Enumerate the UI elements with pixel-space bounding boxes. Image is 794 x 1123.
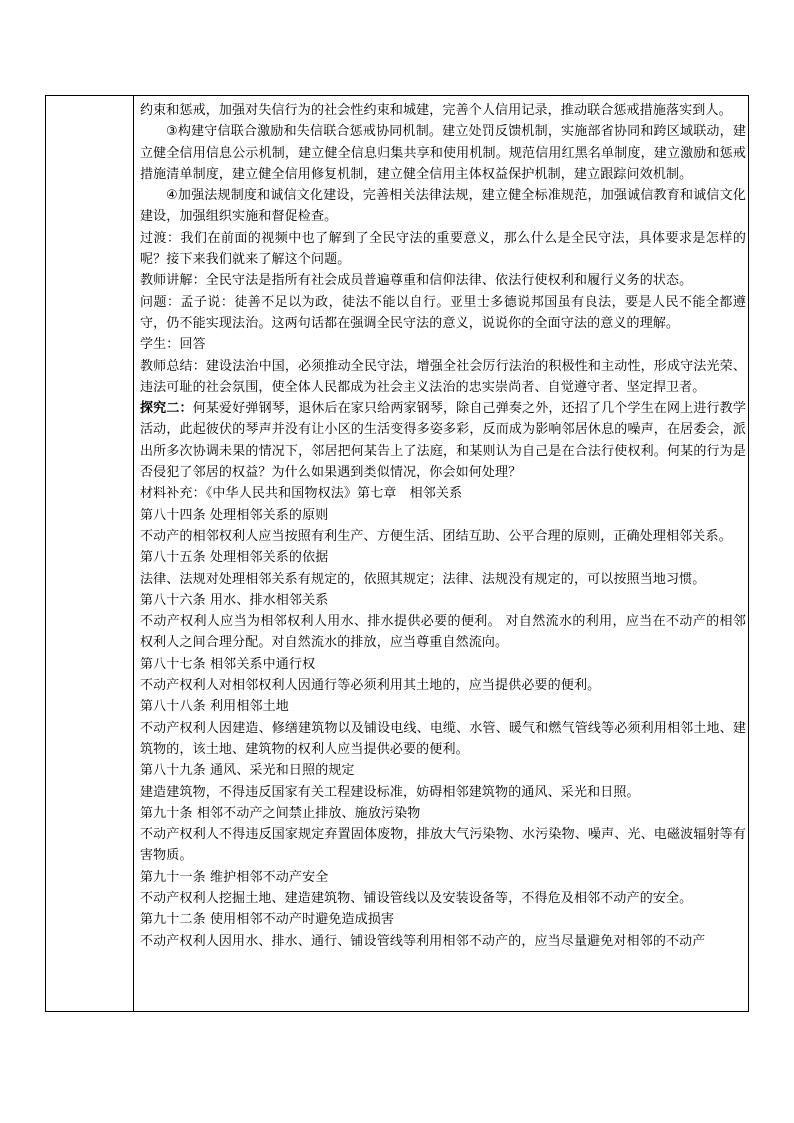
paragraph: 过渡：我们在前面的视频中也了解到了全民守法的重要意义，那么什么是全民守法，具体要求是怎样的呢？接下来我们就来了解这个问题。 [140,230,746,268]
paragraph: 不动产权利人不得违反国家规定弃置固体废物，排放大气污染物、水污染物、噪声、光、电磁波辐射等有害物质。 [140,827,746,864]
paragraph: ③构建守信联合激励和失信联合惩戒协同机制。建立处罚反馈机制，实施部省协同和跨区域联动，建立健全信用信息公示机制，建立健全信息归集共享和使用机制。规范信用红黑名单制度，建立激励和惩戒措施清单制度，建立健全信用修复机制，建立健全信用主体权益保护机制，建立跟踪问效机制。 [140,124,746,182]
lesson-content-cell [140,100,746,952]
paragraph: 不动产权利人挖掘土地、建造建筑物、铺设管线以及安装设备等，不得危及相邻不动产的安全。 [140,890,693,906]
paragraph: 第八十四条 处理相邻关系的原则 [140,507,329,523]
paragraph: 第八十九条 通风、采光和日照的规定 [140,763,355,779]
paragraph: 约束和惩戒，加强对失信行为的社会性约束和城建，完善个人信用记录，推动联合惩戒措施落实到人。 [140,103,732,118]
table-column-divider [133,96,134,1011]
paragraph-lead: 探究二： [140,401,193,417]
paragraph: 探究二：何某爱好弹钢琴，退休后在家只给两家钢琴，除自己弹奏之外，还招了几个学生在网上进行教学活动，此起彼伏的琴声并没有让小区的生活变得多姿多彩，反而成为影响邻居休息的噪声，在居委会，派出所多次协调未果的情况下，邻居把何某告上了法庭，和某则认为自己是在合法行使权利。何某的行为是否侵犯了邻居的权益？为什么如果遇到类似情况，你会如何处理？ [140,401,746,481]
paragraph: 不动产权利人因建造、修缮建筑物以及铺设电线、电缆、水管、暖气和燃气管线等必须利用相邻土地、建筑物的，该土地、建筑物的权利人应当提供必要的便利。 [140,720,746,757]
paragraph: 学生：回答 [140,337,206,353]
paragraph: 第九十条 相邻不动产之间禁止排放、施放污染物 [140,805,421,821]
paragraph: 不动产权利人应当为相邻权利人用水、排水提供必要的便利。 对自然流水的利用，应当在不动产的相邻权利人之间合理分配。对自然流水的排放，应当尊重自然流向。 [140,614,746,651]
paragraph: 建造建筑物，不得违反国家有关工程建设标准，妨碍相邻建筑物的通风、采光和日照。 [140,784,640,800]
paragraph: 不动产权利人对相邻权利人因通行等必须利用其土地的，应当提供必要的便利。 [140,678,601,694]
paragraph: 不动产权利人因用水、排水、通行、铺设管线等利用相邻不动产的，应当尽量避免对相邻的不动产 [140,933,706,949]
paragraph: 第九十二条 使用相邻不动产时避免造成损害 [140,912,395,928]
lesson-table [45,95,749,1012]
paragraph: 第八十五条 处理相邻关系的依据 [140,550,329,566]
paragraph: ④加强法规制度和诚信文化建设，完善相关法律法规，建立健全标准规范，加强诚信教育和诚信文化建设，加强组织实施和督促检查。 [140,188,746,225]
paragraph: 第八十六条 用水、排水相邻关系 [140,592,329,608]
paragraph: 法律、法规对处理相邻关系有规定的，依照其规定；法律、法规没有规定的，可以按照当地习惯。 [140,571,706,587]
paragraph: 不动产的相邻权利人应当按照有利生产、方便生活、团结互助、公平合理的原则，正确处理相邻关系。 [140,528,732,544]
paragraph: 第八十八条 利用相邻土地 [140,699,289,715]
paragraph: 材料补充：《中华人民共和国物权法》第七章 相邻关系 [140,486,463,502]
paragraph: 教师总结：建设法治中国，必须推动全民守法，增强全社会厉行法治的积极性和主动性，形成守法光荣、违法可耻的社会氛围，使全体人民都成为社会主义法治的忠实崇尚者、自觉遵守者、坚定捍卫者。 [140,358,746,395]
paragraph: 第八十七条 相邻关系中通行权 [140,656,316,672]
paragraph: 问题：孟子说：徒善不足以为政，徒法不能以自行。亚里士多德说邦国虽有良法，要是人民不能全都遵守，仍不能实现法治。这两句话都在强调全民守法的意义，说说你的全面守法的意义的理解。 [140,294,746,331]
paragraph: 第九十一条 维护相邻不动产安全 [140,869,329,885]
paragraph: 教师讲解：全民守法是指所有社会成员普遍尊重和信仰法律、依法行使权利和履行义务的状态。 [140,273,693,289]
